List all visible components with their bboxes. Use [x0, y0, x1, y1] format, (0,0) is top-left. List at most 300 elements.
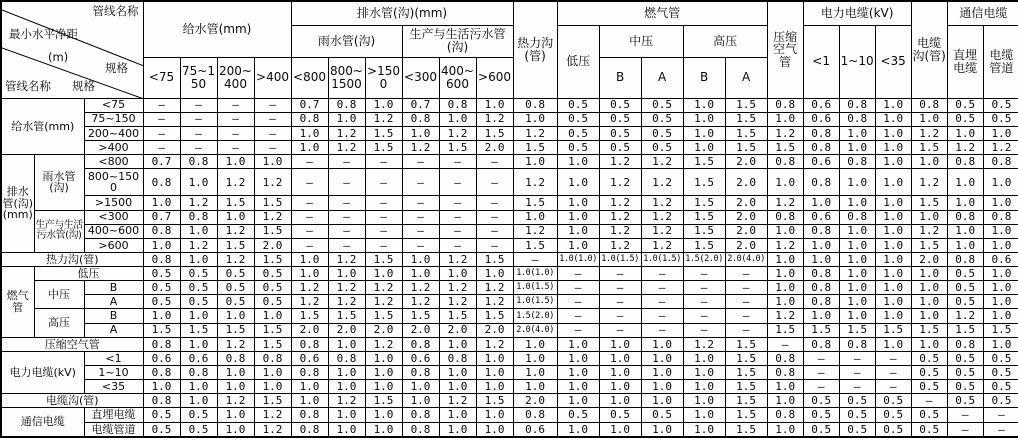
value-cell: 1.5(2.0): [683, 252, 725, 266]
value-cell: 1.0: [683, 408, 725, 422]
value-cell: —: [683, 309, 725, 323]
value-cell: 1.0: [947, 224, 983, 238]
value-cell: 1.2: [365, 295, 402, 309]
value-cell: 1.0: [143, 196, 180, 210]
value-cell: —: [217, 112, 254, 126]
row-label: 压缩空气管: [1, 337, 143, 351]
value-cell: 1.0: [365, 267, 402, 281]
header-sewage-gt600: >600: [476, 57, 513, 98]
value-cell: 0.5: [641, 126, 683, 140]
value-cell: —: [557, 267, 599, 281]
value-cell: 1.0: [767, 169, 803, 196]
value-cell: 0.6: [143, 351, 180, 365]
row-label: A: [84, 295, 143, 309]
value-cell: 0.5: [947, 112, 983, 126]
value-cell: —: [328, 210, 365, 224]
value-cell: —: [143, 112, 180, 126]
value-cell: 0.8: [180, 155, 217, 169]
table-row: [1, 309, 1018, 323]
row-label: 低压: [34, 267, 143, 281]
value-cell: 0.6: [180, 351, 217, 365]
value-cell: 0.5: [143, 295, 180, 309]
value-cell: 1.0: [767, 295, 803, 309]
value-cell: 0.5: [557, 126, 599, 140]
value-cell: 1.0: [683, 422, 725, 437]
value-cell: 1.2: [599, 224, 641, 238]
value-cell: 1.0: [875, 196, 911, 210]
value-cell: 1.5: [476, 309, 513, 323]
value-cell: —: [402, 210, 439, 224]
value-cell: 0.8: [911, 98, 947, 112]
value-cell: 1.0: [875, 155, 911, 169]
row-label: 高压: [34, 309, 84, 337]
value-cell: 1.5: [683, 196, 725, 210]
value-cell: 1.2: [217, 224, 254, 238]
value-cell: 1.2: [328, 140, 365, 154]
value-cell: 0.5: [839, 422, 875, 437]
value-cell: 1.0: [599, 366, 641, 380]
value-cell: —: [875, 351, 911, 365]
value-cell: —: [803, 366, 839, 380]
value-cell: 0.7: [291, 98, 328, 112]
value-cell: 2.0(4.0): [513, 323, 557, 337]
value-cell: 1.2: [180, 196, 217, 210]
value-cell: —: [641, 323, 683, 337]
value-cell: —: [217, 140, 254, 154]
value-cell: —: [599, 281, 641, 295]
value-cell: 1.0: [803, 196, 839, 210]
header-gas-mid-a: A: [641, 57, 683, 98]
value-cell: 1.0: [254, 155, 291, 169]
value-cell: 1.0: [911, 295, 947, 309]
value-cell: 1.5: [439, 140, 476, 154]
value-cell: 1.5: [402, 309, 439, 323]
value-cell: 0.5: [557, 112, 599, 126]
value-cell: —: [217, 126, 254, 140]
value-cell: 1.0: [911, 155, 947, 169]
value-cell: 1.0: [875, 169, 911, 196]
value-cell: 0.6: [803, 210, 839, 224]
corner-pipeline-name-label: 管线名称: [92, 4, 139, 18]
value-cell: 1.0: [180, 169, 217, 196]
value-cell: —: [328, 196, 365, 210]
value-cell: 1.0(1.0): [513, 267, 557, 281]
value-cell: 1.5: [254, 337, 291, 351]
value-cell: 1.0: [683, 394, 725, 408]
value-cell: —: [875, 380, 911, 394]
value-cell: 1.2: [328, 252, 365, 266]
value-cell: —: [599, 267, 641, 281]
value-cell: —: [725, 295, 767, 309]
value-cell: —: [641, 295, 683, 309]
header-gas-low: 低压: [557, 25, 599, 98]
value-cell: 1.2: [217, 337, 254, 351]
value-cell: 1.2: [254, 422, 291, 437]
value-cell: 1.0: [476, 380, 513, 394]
value-cell: 0.8: [767, 210, 803, 224]
value-cell: 1.2: [476, 112, 513, 126]
header-rain-lt800: <800: [291, 57, 328, 98]
value-cell: 1.5: [254, 394, 291, 408]
value-cell: 0.5: [599, 98, 641, 112]
value-cell: 1.0: [911, 112, 947, 126]
value-cell: 0.5: [180, 281, 217, 295]
value-cell: 1.5: [476, 252, 513, 266]
value-cell: 1.0: [839, 295, 875, 309]
value-cell: 0.8: [291, 337, 328, 351]
value-cell: 1.0: [557, 224, 599, 238]
value-cell: 1.0: [947, 238, 983, 252]
table-row: [1, 196, 1018, 210]
value-cell: 1.5: [513, 140, 557, 154]
value-cell: 1.0: [557, 155, 599, 169]
header-rain-800-1500: 800~1500: [328, 57, 365, 98]
value-cell: 1.2: [328, 394, 365, 408]
value-cell: 1.0: [291, 140, 328, 154]
value-cell: —: [476, 238, 513, 252]
value-cell: —: [725, 309, 767, 323]
value-cell: 1.0: [875, 295, 911, 309]
value-cell: 1.5: [725, 140, 767, 154]
table-row: [1, 366, 1018, 380]
value-cell: 1.5: [875, 323, 911, 337]
value-cell: 1.0: [641, 366, 683, 380]
value-cell: 1.0: [983, 224, 1018, 238]
value-cell: 1.2: [599, 155, 641, 169]
header-buried-cable: 直埋电缆: [947, 25, 983, 98]
value-cell: 1.0: [143, 380, 180, 394]
value-cell: 0.8: [947, 337, 983, 351]
value-cell: 1.5: [725, 366, 767, 380]
value-cell: 0.5: [947, 267, 983, 281]
header-gas-high-b: B: [683, 57, 725, 98]
value-cell: 1.0: [439, 366, 476, 380]
value-cell: 0.5: [947, 295, 983, 309]
table-row: [1, 112, 1018, 126]
value-cell: 0.5: [557, 98, 599, 112]
value-cell: 0.5: [641, 98, 683, 112]
header-power-lt35: <35: [875, 25, 911, 98]
value-cell: 1.0: [180, 309, 217, 323]
value-cell: 1.5: [217, 196, 254, 210]
value-cell: 0.8: [767, 408, 803, 422]
value-cell: 0.5: [180, 295, 217, 309]
value-cell: 0.8: [328, 98, 365, 112]
value-cell: 1.0: [217, 380, 254, 394]
value-cell: 1.0: [180, 337, 217, 351]
value-cell: 0.6: [803, 155, 839, 169]
value-cell: 0.5: [947, 394, 983, 408]
value-cell: 1.0: [875, 210, 911, 224]
header-water-200-400: 200~400: [217, 57, 254, 98]
value-cell: 1.2: [217, 394, 254, 408]
row-label: 燃气管: [1, 267, 34, 338]
value-cell: 0.7: [143, 210, 180, 224]
value-cell: 1.0: [513, 351, 557, 365]
value-cell: 0.8: [513, 98, 557, 112]
table-row: [1, 281, 1018, 295]
header-water-supply: 给水管(mm): [143, 1, 291, 57]
value-cell: 1.5: [725, 408, 767, 422]
value-cell: 0.5: [557, 140, 599, 154]
value-cell: 1.0: [402, 380, 439, 394]
value-cell: 1.2: [599, 169, 641, 196]
value-cell: 0.5: [803, 422, 839, 437]
value-cell: 1.0: [557, 422, 599, 437]
value-cell: 0.5: [254, 267, 291, 281]
value-cell: 0.8: [291, 408, 328, 422]
value-cell: 1.0: [439, 380, 476, 394]
value-cell: 0.8: [983, 210, 1018, 224]
value-cell: 2.0: [725, 155, 767, 169]
value-cell: 1.2: [254, 210, 291, 224]
table-row: [1, 238, 1018, 252]
value-cell: 1.0: [947, 126, 983, 140]
table-row: [1, 210, 1018, 224]
value-cell: —: [476, 155, 513, 169]
value-cell: 1.0: [683, 351, 725, 365]
row-label: >1500: [84, 196, 143, 210]
value-cell: —: [180, 98, 217, 112]
value-cell: —: [439, 210, 476, 224]
value-cell: 0.8: [291, 366, 328, 380]
table-row: [1, 408, 1018, 422]
value-cell: 0.8: [180, 210, 217, 224]
value-cell: 1.0: [839, 196, 875, 210]
value-cell: 1.0: [365, 366, 402, 380]
row-label: 通信电缆: [1, 408, 84, 437]
value-cell: 1.0: [599, 351, 641, 365]
value-cell: —: [911, 394, 947, 408]
value-cell: 0.7: [143, 155, 180, 169]
value-cell: 1.0: [291, 394, 328, 408]
value-cell: 1.5: [767, 323, 803, 337]
value-cell: 1.0: [983, 196, 1018, 210]
value-cell: 1.2: [767, 238, 803, 252]
header-compressed-air: 压缩空气管: [767, 1, 803, 98]
value-cell: —: [641, 309, 683, 323]
value-cell: —: [476, 210, 513, 224]
value-cell: 1.0: [476, 351, 513, 365]
value-cell: —: [180, 140, 217, 154]
value-cell: 1.0: [217, 408, 254, 422]
value-cell: —: [983, 422, 1018, 437]
value-cell: 1.5: [513, 196, 557, 210]
value-cell: 1.0: [683, 380, 725, 394]
value-cell: —: [402, 238, 439, 252]
value-cell: 1.0: [513, 380, 557, 394]
table-row: [1, 224, 1018, 238]
header-gas-mid: 中压: [599, 25, 683, 57]
value-cell: 1.0(1.5): [513, 281, 557, 295]
value-cell: 0.5: [983, 380, 1018, 394]
value-cell: 1.0: [217, 366, 254, 380]
value-cell: 0.8: [143, 169, 180, 196]
value-cell: 1.0: [875, 112, 911, 126]
value-cell: 1.0: [291, 252, 328, 266]
value-cell: 1.0: [911, 309, 947, 323]
header-cable-trench: 电缆沟(管): [911, 1, 947, 98]
value-cell: —: [641, 281, 683, 295]
value-cell: 1.0: [557, 351, 599, 365]
value-cell: —: [254, 140, 291, 154]
corner-spec-label: 规格: [105, 61, 128, 75]
value-cell: 1.2: [439, 281, 476, 295]
value-cell: 0.5: [180, 422, 217, 437]
header-power-lt1: <1: [803, 25, 839, 98]
value-cell: 0.6: [513, 422, 557, 437]
value-cell: 1.0: [328, 337, 365, 351]
value-cell: 0.8: [839, 210, 875, 224]
value-cell: 0.8: [947, 155, 983, 169]
value-cell: 1.0: [983, 126, 1018, 140]
value-cell: 0.5: [983, 366, 1018, 380]
value-cell: 2.0: [476, 140, 513, 154]
row-label: A: [84, 323, 143, 337]
value-cell: 0.5: [641, 408, 683, 422]
table-row: [1, 98, 1018, 112]
value-cell: 0.8: [803, 169, 839, 196]
row-label: 电力电缆(kV): [1, 351, 84, 393]
value-cell: 1.5: [725, 112, 767, 126]
value-cell: —: [254, 112, 291, 126]
value-cell: 1.5: [476, 126, 513, 140]
value-cell: 2.0: [725, 238, 767, 252]
value-cell: 1.2: [513, 169, 557, 196]
value-cell: 1.0: [599, 380, 641, 394]
value-cell: 0.5: [803, 394, 839, 408]
value-cell: —: [328, 169, 365, 196]
value-cell: 1.2: [947, 140, 983, 154]
value-cell: 1.5: [143, 323, 180, 337]
value-cell: 1.5: [947, 323, 983, 337]
value-cell: 2.0: [911, 252, 947, 266]
value-cell: 0.5: [641, 112, 683, 126]
value-cell: 1.5: [254, 323, 291, 337]
value-cell: 1.2: [476, 337, 513, 351]
value-cell: 0.5: [947, 366, 983, 380]
value-cell: 1.0: [557, 210, 599, 224]
value-cell: 1.5: [365, 140, 402, 154]
value-cell: 0.5: [911, 408, 947, 422]
table-row: [1, 126, 1018, 140]
value-cell: 0.5: [180, 267, 217, 281]
value-cell: 1.0: [365, 422, 402, 437]
value-cell: 1.0: [641, 337, 683, 351]
value-cell: 0.5: [143, 267, 180, 281]
table-row: [1, 155, 1018, 169]
header-rain-gt1500: >1500: [365, 57, 402, 98]
value-cell: 2.0: [725, 210, 767, 224]
value-cell: 0.8: [402, 422, 439, 437]
value-cell: 0.8: [947, 252, 983, 266]
value-cell: 1.0: [180, 380, 217, 394]
value-cell: 1.0: [641, 422, 683, 437]
value-cell: 0.5: [217, 267, 254, 281]
value-cell: 0.8: [803, 267, 839, 281]
value-cell: 0.5: [983, 351, 1018, 365]
value-cell: —: [439, 169, 476, 196]
value-cell: 1.0: [291, 126, 328, 140]
table-header: [1, 1, 1018, 98]
value-cell: 1.0: [557, 337, 599, 351]
value-cell: 1.0: [291, 380, 328, 394]
value-cell: —: [365, 238, 402, 252]
value-cell: 1.0: [983, 238, 1018, 252]
value-cell: 1.0: [476, 408, 513, 422]
corner-min-distance-label: 最小水平净距: [9, 27, 78, 41]
value-cell: 1.2: [513, 224, 557, 238]
value-cell: 1.2: [599, 196, 641, 210]
value-cell: 0.8: [143, 337, 180, 351]
value-cell: 1.0(1.5): [513, 295, 557, 309]
value-cell: 1.5: [217, 238, 254, 252]
value-cell: 1.5: [839, 323, 875, 337]
value-cell: 1.0: [683, 140, 725, 154]
value-cell: 0.5: [839, 408, 875, 422]
value-cell: 1.0: [911, 210, 947, 224]
value-cell: —: [180, 126, 217, 140]
value-cell: 1.0: [683, 112, 725, 126]
value-cell: 1.5: [476, 394, 513, 408]
table-row: [1, 169, 1018, 196]
value-cell: 1.5: [725, 422, 767, 437]
value-cell: 1.0: [839, 281, 875, 295]
value-cell: 1.2: [217, 252, 254, 266]
value-cell: —: [476, 169, 513, 196]
value-cell: 0.8: [328, 351, 365, 365]
table-row: [1, 351, 1018, 365]
value-cell: 1.2: [513, 126, 557, 140]
value-cell: 1.0: [217, 309, 254, 323]
value-cell: 1.0: [254, 380, 291, 394]
value-cell: 2.0: [439, 323, 476, 337]
value-cell: 1.0: [513, 337, 557, 351]
value-cell: 0.5: [803, 408, 839, 422]
value-cell: 1.0: [839, 126, 875, 140]
value-cell: 0.5: [875, 422, 911, 437]
value-cell: 1.0: [328, 267, 365, 281]
value-cell: 1.0: [513, 210, 557, 224]
value-cell: 0.5: [180, 408, 217, 422]
value-cell: 1.5: [513, 238, 557, 252]
value-cell: 1.0: [683, 126, 725, 140]
value-cell: 0.8: [767, 98, 803, 112]
value-cell: 1.5: [911, 196, 947, 210]
value-cell: —: [725, 323, 767, 337]
value-cell: 0.8: [254, 351, 291, 365]
value-cell: 1.0: [180, 224, 217, 238]
value-cell: 0.8: [143, 224, 180, 238]
value-cell: 2.0: [476, 323, 513, 337]
value-cell: 1.5: [254, 224, 291, 238]
value-cell: 0.8: [803, 140, 839, 154]
value-cell: 1.2: [291, 295, 328, 309]
value-cell: 0.8: [803, 224, 839, 238]
row-label: 给水管(mm): [1, 98, 84, 155]
value-cell: 0.8: [839, 337, 875, 351]
value-cell: 1.0: [767, 267, 803, 281]
value-cell: 1.2: [767, 309, 803, 323]
value-cell: 1.0: [803, 252, 839, 266]
value-cell: 1.0: [641, 380, 683, 394]
row-label: 热力沟(管): [1, 252, 143, 266]
value-cell: 1.2: [439, 295, 476, 309]
header-gas-high: 高压: [683, 25, 767, 57]
row-label: >600: [84, 238, 143, 252]
value-cell: 1.2: [641, 210, 683, 224]
header-drainage: 排水管(沟)(mm): [291, 1, 513, 25]
